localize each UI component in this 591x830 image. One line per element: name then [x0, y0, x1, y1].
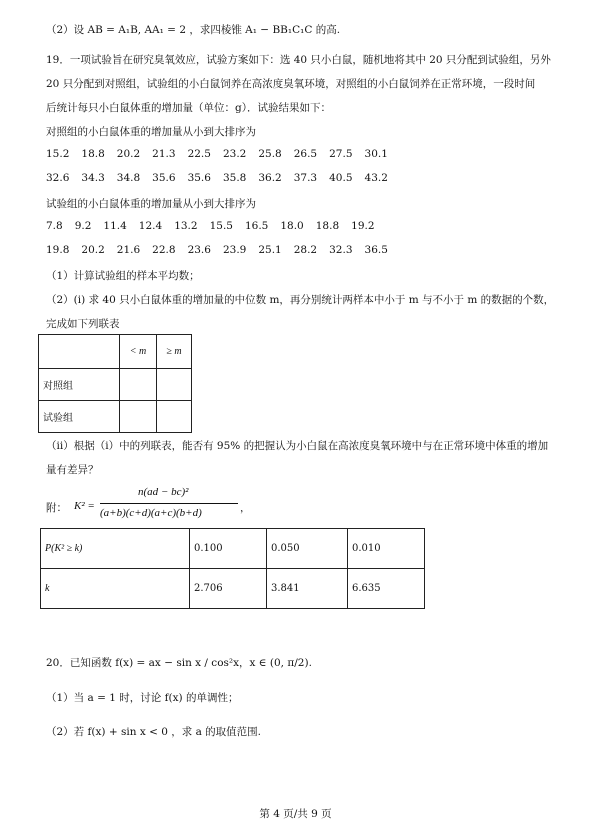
table-cell: 2.706	[190, 569, 267, 609]
row-test-group: 试验组	[39, 401, 120, 433]
data-value: 27.5	[329, 148, 353, 160]
data-value: 12.4	[138, 220, 163, 232]
formula-numerator: n(ad − bc)²	[138, 486, 189, 498]
q19-part2-line1: （2）(i) 求 40 只小白鼠体重的增加量的中位数 m，再分别统计两样本中小于 m 与不小于 m 的数据的个数，	[46, 294, 555, 306]
row-control-group: 对照组	[39, 369, 120, 401]
q20-part1: （1）当 a = 1 时，讨论 f(x) 的单调性；	[46, 692, 239, 704]
formula-denominator: (a+b)(c+d)(a+c)(b+d)	[100, 507, 202, 519]
data-value: 36.5	[364, 244, 388, 256]
data-value: 28.2	[293, 244, 318, 256]
row-k-label: k	[41, 569, 190, 609]
data-value: 25.1	[258, 244, 282, 256]
data-value: 9.2	[74, 220, 92, 232]
data-value: 11.4	[103, 220, 127, 232]
q19-intro-line1: 19．一项试验旨在研究臭氧效应，试验方案如下：选 40 只小白鼠，随机地将其中 20 只分配到试验组，另外	[46, 54, 551, 66]
data-value: 36.2	[258, 172, 282, 184]
formula-lhs: K² =	[74, 500, 95, 512]
blank-cell	[120, 401, 157, 433]
data-value: 21.3	[152, 148, 176, 160]
q20-stem: 20．已知函数 f(x) = ax − sin x / cos²x，x ∈ (0, π/2).	[46, 657, 312, 669]
data-value: 34.3	[81, 172, 105, 184]
data-value: 35.8	[222, 172, 247, 184]
data-value: 20.2	[81, 244, 105, 256]
page-footer: 第 4 页/共 9 页	[259, 808, 332, 820]
table-cell: 3.841	[267, 569, 348, 609]
data-value: 22.5	[187, 148, 211, 160]
blank-cell	[120, 369, 157, 401]
data-value: 16.5	[244, 220, 269, 232]
data-value: 43.2	[364, 172, 388, 184]
data-value: 18.8	[81, 148, 105, 160]
control-data-row1	[46, 148, 400, 160]
data-value: 40.5	[329, 172, 353, 184]
table-corner	[39, 335, 120, 369]
data-value: 30.1	[364, 148, 388, 160]
q19-intro-line2: 20 只分配到对照组，试验组的小白鼠饲养在高浓度臭氧环境，对照组的小白鼠饲养在正常环境，一段时间	[46, 78, 536, 90]
control-data-row2	[46, 172, 400, 184]
data-value: 23.2	[222, 148, 247, 160]
data-value: 19.2	[351, 220, 375, 232]
data-value: 34.8	[116, 172, 141, 184]
row-probability-label: P(K² ≥ k)	[41, 529, 190, 569]
data-value: 15.2	[46, 148, 70, 160]
table-cell: 6.635	[348, 569, 425, 609]
data-value: 13.2	[174, 220, 198, 232]
data-value: 15.5	[209, 220, 233, 232]
data-value: 35.6	[187, 172, 211, 184]
data-value: 23.9	[222, 244, 247, 256]
formula-suffix: ，	[240, 502, 251, 514]
contingency-table	[38, 334, 192, 433]
table-cell: 0.100	[190, 529, 267, 569]
control-group-label: 对照组的小白鼠体重的增加量从小到大排序为	[46, 126, 256, 138]
data-value: 26.5	[293, 148, 318, 160]
q20-part2: （2）若 f(x) + sin x < 0 ，求 a 的取值范围.	[46, 726, 262, 738]
q19-intro-line3: 后统计每只小白鼠体重的增加量（单位：g）．试验结果如下：	[46, 102, 331, 114]
col-less-than-m: < m	[120, 335, 157, 369]
formula-prefix: 附：	[46, 502, 67, 514]
q19-part2-ii-line2: 量有差异？	[46, 464, 99, 476]
test-data-row1	[46, 220, 387, 232]
q19-part1: （1）计算试验组的样本平均数；	[46, 270, 200, 282]
data-value: 21.6	[116, 244, 141, 256]
data-value: 23.6	[187, 244, 211, 256]
q19-part2-line2: 完成如下列联表	[46, 318, 120, 330]
data-value: 18.0	[280, 220, 304, 232]
table-cell: 0.010	[348, 529, 425, 569]
data-value: 19.8	[46, 244, 70, 256]
data-value: 32.6	[46, 172, 70, 184]
data-value: 32.3	[329, 244, 353, 256]
blank-cell	[157, 369, 192, 401]
blank-cell	[157, 401, 192, 433]
table-cell: 0.050	[267, 529, 348, 569]
data-value: 22.8	[152, 244, 176, 256]
data-value: 7.8	[46, 220, 63, 232]
test-group-label: 试验组的小白鼠体重的增加量从小到大排序为	[46, 198, 256, 210]
data-value: 37.3	[293, 172, 318, 184]
data-value: 35.6	[152, 172, 176, 184]
data-value: 20.2	[116, 148, 141, 160]
fraction-bar	[100, 503, 238, 504]
critical-value-table	[40, 528, 425, 609]
prev-question-part2: （2）设 AB = A₁B, AA₁ = 2 ，求四棱锥 A₁ − BB₁C₁C 的高.	[46, 24, 341, 36]
q19-part2-ii-line1: （ii）根据（i）中的列联表，能否有 95% 的把握认为小白鼠在高浓度臭氧环境中与在正常环境中体重的增加	[46, 440, 549, 452]
data-value: 18.8	[315, 220, 340, 232]
data-value: 25.8	[258, 148, 282, 160]
col-not-less-than-m: ≥ m	[157, 335, 192, 369]
test-data-row2	[46, 244, 400, 256]
